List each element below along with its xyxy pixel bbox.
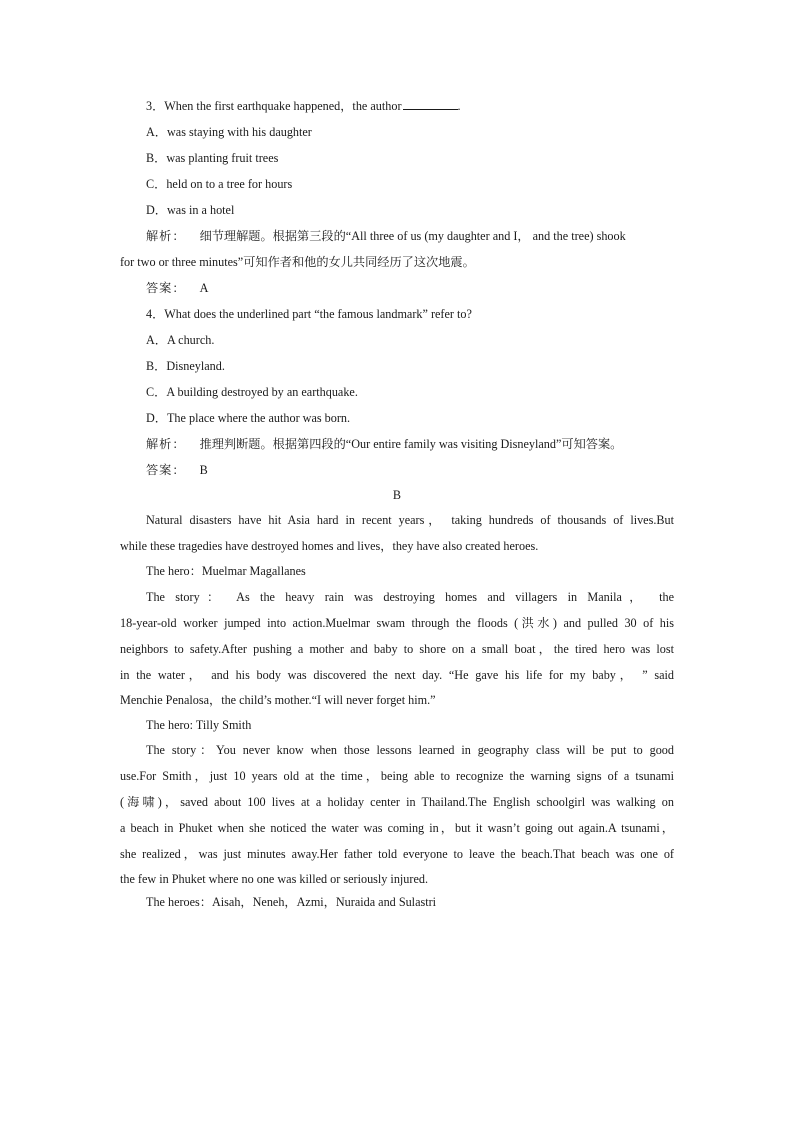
q4-analysis [146,436,622,452]
analysis-text: 推理判断题。根据第四段的“Our entire family was visiting Disneyland”可知答案。 [199,437,623,451]
question-4-stem: 4．What does the underlined part “the famous landmark” refer to? [146,307,472,321]
story-1-line: The story： As the heavy rain was destroying homes and villagers in Manila， the [146,590,674,604]
story-2-line: The story：You never know when those lessons learned in geography class will be put to good [146,743,674,757]
answer-label: 答案： [146,281,186,295]
question-3-stem [146,98,461,114]
q3-answer [146,280,208,296]
q3-analysis [146,228,674,244]
intro-line-1: Natural disasters have hit Asia hard in recent years， taking hundreds of thousands of lives.But [146,513,674,527]
story-2-line: use.For Smith，just 10 years old at the time，being able to recognize the warning signs of a tsunami [120,769,674,783]
intro-line-2: while these tragedies have destroyed homes and lives，they have also created heroes. [120,539,539,553]
story-1-line: in the water， and his body was discovered the next day. “He gave his life for my baby， ” said [120,668,674,682]
story-2-line: (海啸)，saved about 100 lives at a holiday center in Thailand.The English schoolgirl was walking on [120,795,674,809]
q3-option-d: D．was in a hotel [146,203,235,217]
passage-heading: B [392,488,402,502]
answer-value: A [199,281,209,295]
story-2-line: the few in Phuket where no one was killed or seriously injured. [120,872,429,886]
question-3-end: . [457,99,461,113]
hero-1-label: The hero：Muelmar Magallanes [146,564,306,578]
answer-blank [403,98,458,110]
q3-option-b: B．was planting fruit trees [146,151,279,165]
q4-option-a: A．A church. [146,333,215,347]
q3-option-a: A．was staying with his daughter [146,125,312,139]
analysis-label: 解析： [146,229,186,243]
story-1-line: neighbors to safety.After pushing a mother and baby to shore on a small boat，the tired hero was lost [120,642,674,656]
story-2-line: a beach in Phuket when she noticed the water was coming in，but it wasn’t going out again.A tsunami， [120,821,674,835]
story-1-line: 18-year-old worker jumped into action.Muelmar swam through the floods (洪水) and pulled 30 of his [120,616,674,630]
q4-option-b: B．Disneyland. [146,359,225,373]
question-3-text: 3．When the first earthquake happened，the author [146,99,402,113]
story-2-line: she realized，was just minutes away.Her father told everyone to leave the beach.That beach was one of [120,847,674,861]
q4-option-c: C．A building destroyed by an earthquake. [146,385,358,399]
answer-label: 答案： [146,463,186,477]
story-1-line: Menchie Penalosa，the child’s mother.“I will never forget him.” [120,693,436,707]
q3-option-c: C．held on to a tree for hours [146,177,293,191]
hero-2-label: The hero: Tilly Smith [146,718,252,732]
q4-answer [146,462,208,478]
hero-3-label: The heroes：Aisah，Neneh，Azmi，Nuraida and Sulastri [146,895,437,909]
q4-option-d: D．The place where the author was born. [146,411,351,425]
q3-analysis-continued: for two or three minutes”可知作者和他的女儿共同经历了这次地震。 [120,255,475,269]
answer-value: B [199,463,208,477]
analysis-text: 细节理解题。根据第三段的“All three of us (my daughter and I， and the tree) shook [199,229,626,243]
analysis-label: 解析： [146,437,186,451]
